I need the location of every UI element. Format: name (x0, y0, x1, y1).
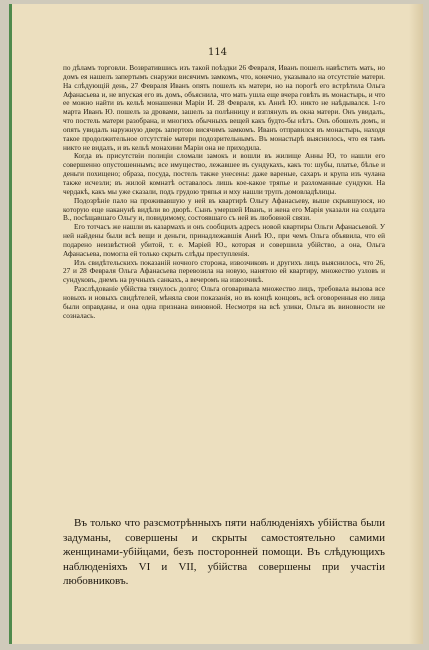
paragraph: Когда въ присутствіи полиціи сломали замокъ и вошли въ жилище Анны Ю, то нашли его совершенно опустошеннымъ; все имущество, лежавшее въ сундукахъ, какъ то: шубы, платье, бѣлье и деньги похищено; образа, посуда, постель также унесены: даже вареные, сахаръ и крупа изъ чулана также исчезли; въ жилой комнатѣ оставалось лишь кое-какое тряпье и разломанные сундуки. На чердакѣ, какъ мы уже сказали, подъ грудою тряпья и мху нашли трупъ домовладѣлицы. (63, 151, 385, 196)
conclusion-block (63, 516, 385, 589)
body-text (63, 64, 385, 320)
page-number: 114 (207, 47, 228, 58)
paragraph: Разслѣдованіе убійства тянулось долго; Ольга оговаривала множество лицъ, требовала вызова все новыхъ и новыхъ свидѣтелей, мѣняла свои показанія, но въ концѣ концовъ, всѣ оговоренныя ею лица были оправданы, и она одна признана виновной. Несмотря на всѣ улики, Ольга въ виновности не созналась. (63, 284, 385, 320)
paragraph: Изъ свидѣтельскихъ показаній ночного сторожа, извозчиковъ и другихъ лицъ выяснилось, что 26, 27 и 28 Февраля Ольга Афанасьева перевозила на новую, нанятою ей квартиру, множество узловъ и сундуковъ, днемъ на ручныхъ санкахъ, а вечеромъ на извозчикѣ. (63, 257, 385, 285)
book-page (9, 4, 423, 644)
paragraph: по дѣламъ торговли. Возвратившись изъ такой поѣздки 26 Февраля, Иванъ пошелъ навѣстить мать, но домъ ея нашелъ запертымъ снаружи висячимъ замкомъ, что, конечно, указывало на отсутствіе матери. На слѣдующій день, 27 Февраля Иванъ опять пошелъ къ матери, но на порогѣ его встрѣтила Ольга Афанасьева и, не впуская его въ домъ, объяснила, что мать ушла еще вчера говѣть въ монастырь, и что ее можно найти въ кельѣ монашенки Маріи И. 28 Февраля, къ Аннѣ Ю. никто не наѣдывался. 1-го марта Иванъ Ю. пошелъ за дровами, зашелъ за полѣнницу и взглянулъ въ окна матери. Онъ увидалъ, что постель матери разобрана, и многихъ обычныхъ вещей какъ будто-бы нѣтъ. Онъ обошелъ домъ, и опять увидалъ наружную дверь запертою висячимъ замкомъ. Иванъ отправился въ монастырь, находя такое продолжительное отсутствіе матери подозрительнымъ. Въ монастырѣ выяснилось, что ея тамъ никто не видалъ, и въ кельѣ монахини Маріи она не приходила. (63, 63, 385, 152)
paragraph: Его тотчасъ же нашли въ казармахъ и онъ сообщилъ адресъ новой квартиры Ольги Афанасьевой. У ней найдены были всѣ вещи и деньги, принадлежавшія Аннѣ Ю., при чемъ Ольга объявила, что ей подарено неизвѣстной убитой, т. е. Маріей Ю., которая и совершила убійство, а она, Ольга Афанасьева, помогла ей только скрыть слѣды преступленія. (63, 222, 385, 258)
paragraph: Подозрѣніе пало на проживавшую у ней въ квартирѣ Ольгу Афанасьеву, выше скрывшуюся, но которую еще наканунѣ видѣли во дворѣ. Сынъ умершей Иванъ, и жена его Марія указали на солдата В., посѣщавшаго Ольгу и, повидимому, состоявшаго съ ней въ любовной связи. (63, 195, 385, 223)
conclusion-paragraph: Въ только что разсмотрѣнныхъ пяти наблюденіяхъ убійства были задуманы, совершены и скрыты самостоятельно самими женщинами-убійцами, безъ посторонней помощи. Въ слѣдующихъ наблюденіяхъ VI и VII, убійства совершены при участіи любовниковъ. (63, 517, 385, 587)
